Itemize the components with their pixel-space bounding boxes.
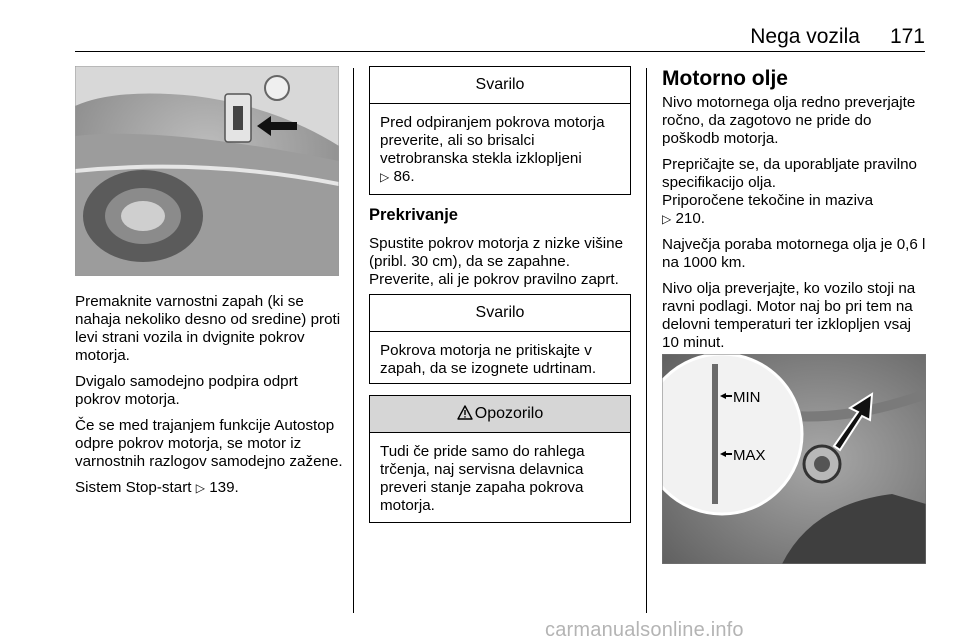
section-title: Nega vozila [750, 25, 860, 48]
paragraph [662, 156, 930, 228]
warning-title-text: Opozorilo [474, 405, 544, 422]
dipstick-max-label: MAX [733, 447, 766, 464]
paragraph-text: Prepričajte se, da uporabljate pravilno specifikacijo olja. [662, 156, 917, 191]
left-column-text [75, 293, 347, 505]
triangle-reference-icon: ▷ [380, 170, 390, 184]
caution-title: Svarilo [370, 295, 630, 332]
warning-body: Tudi če pride samo do rahlega trčenja, naj servisna delavnica preveri stanje zapaha pokrova motorja. [380, 443, 585, 514]
header-rule [75, 51, 925, 52]
warning-box [369, 395, 631, 523]
reference-page-link[interactable]: 86. [393, 168, 415, 185]
column-divider-left [353, 68, 354, 613]
hood-latch-photo [75, 66, 339, 276]
caution-title: Svarilo [370, 67, 630, 104]
section-heading: Motorno olje [662, 67, 788, 90]
caution-body [370, 104, 630, 194]
reference-page-link[interactable]: 210. [675, 210, 706, 227]
column-divider-right [646, 68, 647, 613]
paragraph: Nivo olja preverjajte, ko vozilo stoji na ravni podlagi. Motor naj bo pri tem na delovni temperaturi ter izklopljen vsaj 10 minut. [662, 280, 916, 351]
section-subheading: Prekrivanje [369, 206, 458, 224]
caution-text: Pred odpiranjem pokrova motorja preverite, ali so brisalci vetrobranska stekla izklopljeni [380, 114, 605, 167]
paragraph-reference [75, 479, 347, 497]
paragraph: Če se med trajanjem funkcije Autostop odpre pokrov motorja, se motor iz varnostnih razlogov samodejno zažene. [75, 417, 343, 470]
caution-box [369, 294, 631, 384]
triangle-reference-icon: ▷ [662, 212, 672, 226]
page-number: 171 [889, 25, 925, 48]
closing-text: Spustite pokrov motorja z nizke višine (pribl. 30 cm), da se zapahne. Preverite, ali je pokrov pravilno zaprt. [369, 235, 624, 288]
reference-page-link[interactable]: 139. [209, 479, 239, 496]
reference-text: Priporočene tekočine in maziva [662, 192, 874, 209]
right-column-text [662, 66, 930, 360]
caution-body: Pokrova motorja ne pritiskajte v zapah, da se izognete udrtinam. [380, 342, 597, 377]
warning-triangle-icon [457, 405, 473, 420]
paragraph: Dvigalo samodejno podpira odprt pokrov motorja. [75, 373, 298, 408]
oil-dipstick-photo [662, 354, 926, 564]
dipstick-min-label: MIN [733, 389, 761, 406]
watermark: carmanualsonline.info [545, 619, 744, 641]
paragraph: Največja poraba motornega olja je 0,6 l na 1000 km. [662, 236, 926, 271]
paragraph: Premaknite varnostni zapah (ki se nahaja nekoliko desno od sredine) proti levi strani vozila in dvignite pokrov motorja. [75, 293, 341, 364]
page-header [75, 24, 925, 50]
reference-text: Sistem Stop-start [75, 479, 192, 496]
caution-box [369, 66, 631, 195]
triangle-reference-icon: ▷ [195, 481, 205, 495]
warning-title [370, 396, 630, 433]
paragraph: Nivo motornega olja redno preverjajte ročno, da zagotovo ne pride do poškodb motorja. [662, 94, 916, 147]
